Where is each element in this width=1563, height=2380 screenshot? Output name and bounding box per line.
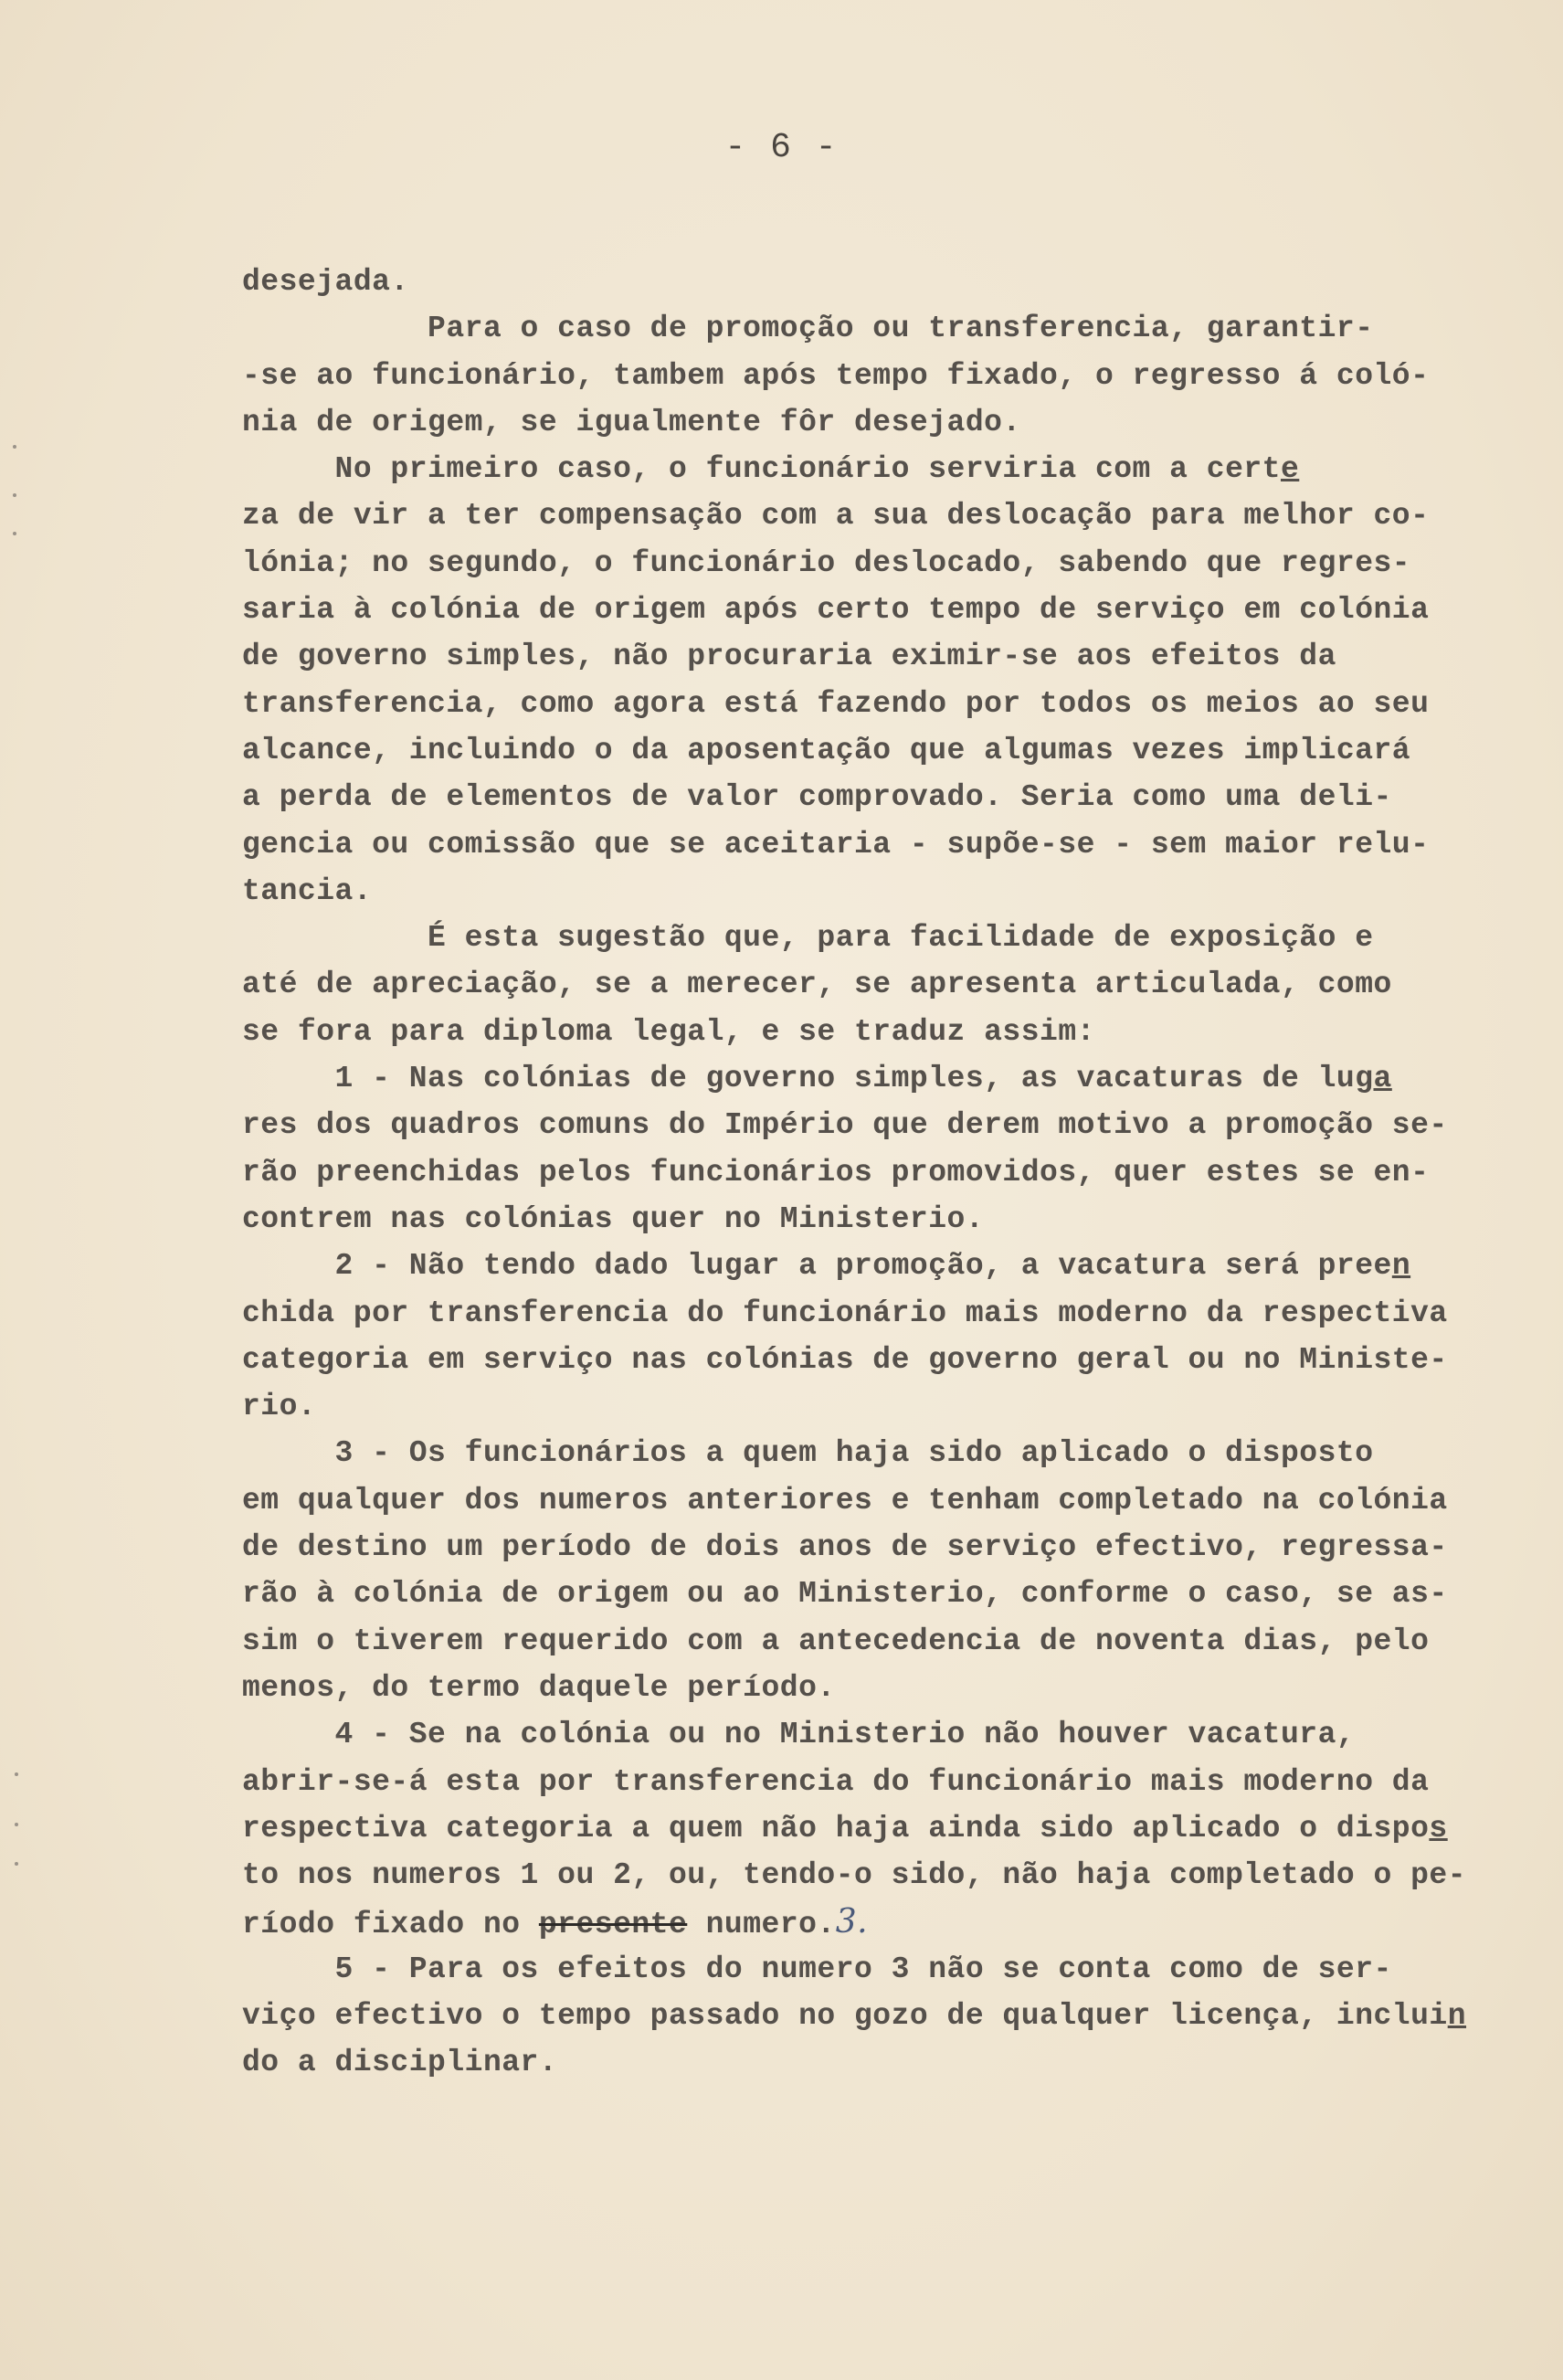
typed-text: contrem nas colónias quer no Ministerio. [242,1201,985,1236]
typed-text: saria à colónia de origem após certo tempo de serviço em colónia [242,593,1430,628]
text-line [242,2039,1466,2086]
text-line [242,1993,1466,2039]
typed-text: de governo simples, não procuraria eximir-se aos efeitos da [242,640,1336,674]
text-line [242,492,1466,539]
typed-text: tancia. [242,873,373,908]
text-line [242,1149,1466,1196]
underlined-text: a [1373,1062,1392,1096]
typed-text: -se ao funcionário, tambem após tempo fixado, o regresso á coló- [242,358,1430,393]
paragraph [242,259,1466,305]
typed-text: res dos quadros comuns do Império que derem motivo a promoção se- [242,1108,1448,1143]
typed-text: desejada. [242,265,409,299]
typed-text: até de apreciação, se a merecer, se apresenta articulada, como [242,968,1392,1002]
text-line [242,305,1466,352]
text-line [242,1477,1466,1524]
typed-text: viço efectivo o tempo passado no gozo de qualquer licença, inclui [242,1998,1448,2033]
page-number: - 6 - [724,128,839,167]
typed-text: É esta sugestão que, para facilidade de exposição e [242,921,1374,956]
typed-text: numero. [687,1908,836,1942]
text-line [242,1009,1466,1055]
typed-text: do a disciplinar. [242,2046,558,2080]
typed-text: de destino um período de dois anos de serviço efectivo, regressa- [242,1530,1448,1565]
text-line [242,446,1466,492]
struck-out-text: presente [538,1908,688,1942]
typed-text: ríodo fixado no [242,1908,539,1942]
text-line [242,1759,1466,1805]
text-line [242,727,1466,774]
typed-text: za de vir a ter compensação com a sua deslocação para melhor co- [242,499,1430,534]
text-line [242,821,1466,868]
text-line [242,259,1466,305]
text-line [242,1196,1466,1243]
paragraph [242,305,1466,915]
text-line [242,915,1466,961]
text-line [242,1102,1466,1148]
text-line [242,1665,1466,1711]
text-line [242,1899,1466,1945]
typed-text: 4 - Se na colónia ou no Ministerio não houver vacatura, [242,1718,1356,1752]
text-line [242,1290,1466,1337]
typed-text: abrir-se-á esta por transferencia do funcionário mais moderno da [242,1764,1430,1799]
underlined-text: e [1280,452,1300,487]
text-line [242,1571,1466,1617]
text-line [242,1055,1466,1102]
typed-text: categoria em serviço nas colónias de governo geral ou no Ministe- [242,1342,1448,1377]
text-line [242,1711,1466,1758]
underlined-text: n [1391,1249,1411,1284]
text-line [242,353,1466,399]
text-line [242,1337,1466,1383]
text-line [242,774,1466,820]
typed-text: rão preenchidas pelos funcionários promovidos, quer estes se en- [242,1155,1430,1190]
typed-text: respectiva categoria a quem não haja ainda sido aplicado o dispo [242,1811,1430,1846]
typed-text: gencia ou comissão que se aceitaria - supõe-se - sem maior relu- [242,827,1430,862]
text-line [242,1946,1466,1993]
text-line [242,868,1466,915]
typed-text: chida por transferencia do funcionário mais moderno da respectiva [242,1296,1448,1330]
handwritten-correction: 3. [835,1903,869,1941]
typed-text: 2 - Não tendo dado lugar a promoção, a vacatura será pree [242,1249,1392,1284]
text-line [242,1852,1466,1899]
typed-text: alcance, incluindo o da aposentação que algumas vezes implicará [242,733,1411,767]
underlined-text: s [1429,1811,1448,1846]
text-line [242,1805,1466,1852]
typed-text: 5 - Para os efeitos do numero 3 não se conta como de ser- [242,1952,1392,1986]
binder-hole-mark [15,1823,18,1826]
text-line [242,1524,1466,1571]
typed-text: rão à colónia de origem ou ao Ministerio, conforme o caso, se as- [242,1577,1448,1612]
text-line [242,540,1466,587]
typed-text: transferencia, como agora está fazendo por todos os meios ao seu [242,686,1430,721]
typed-text: 3 - Os funcionários a quem haja sido aplicado o disposto [242,1436,1374,1471]
binder-hole-mark [15,1862,18,1866]
typed-text: em qualquer dos numeros anteriores e tenham completado na colónia [242,1483,1448,1518]
text-line [242,1383,1466,1430]
binder-hole-mark [13,493,16,497]
text-line [242,399,1466,446]
typed-text: No primeiro caso, o funcionário serviria com a cert [242,452,1281,487]
binder-hole-mark [15,1772,18,1776]
text-line [242,633,1466,680]
typed-text: nia de origem, se igualmente fôr desejado. [242,405,1021,439]
typed-text: se fora para diploma legal, e se traduz assim: [242,1014,1095,1049]
text-line [242,681,1466,727]
binder-hole-mark [13,445,16,449]
text-line [242,1243,1466,1289]
text-line [242,1430,1466,1476]
text-line [242,961,1466,1008]
typed-text: rio. [242,1390,317,1424]
typed-text: menos, do termo daquele período. [242,1670,836,1705]
typed-text: lónia; no segundo, o funcionário deslocado, sabendo que regres- [242,545,1411,580]
paragraph [242,915,1466,2086]
typed-text: to nos numeros 1 ou 2, ou, tendo-o sido, não haja completado o pe- [242,1858,1467,1893]
text-line [242,1618,1466,1665]
typed-text: sim o tiverem requerido com a antecedencia de noventa dias, pelo [242,1624,1430,1658]
binder-hole-mark [13,532,16,535]
document-body [242,259,1466,2087]
typed-text: Para o caso de promoção ou transferencia, garantir- [242,312,1374,346]
typed-text: 1 - Nas colónias de governo simples, as vacaturas de lug [242,1062,1374,1096]
typed-text: a perda de elementos de valor comprovado. Seria como uma deli- [242,780,1392,815]
underlined-text: n [1447,1998,1467,2033]
text-line [242,587,1466,633]
